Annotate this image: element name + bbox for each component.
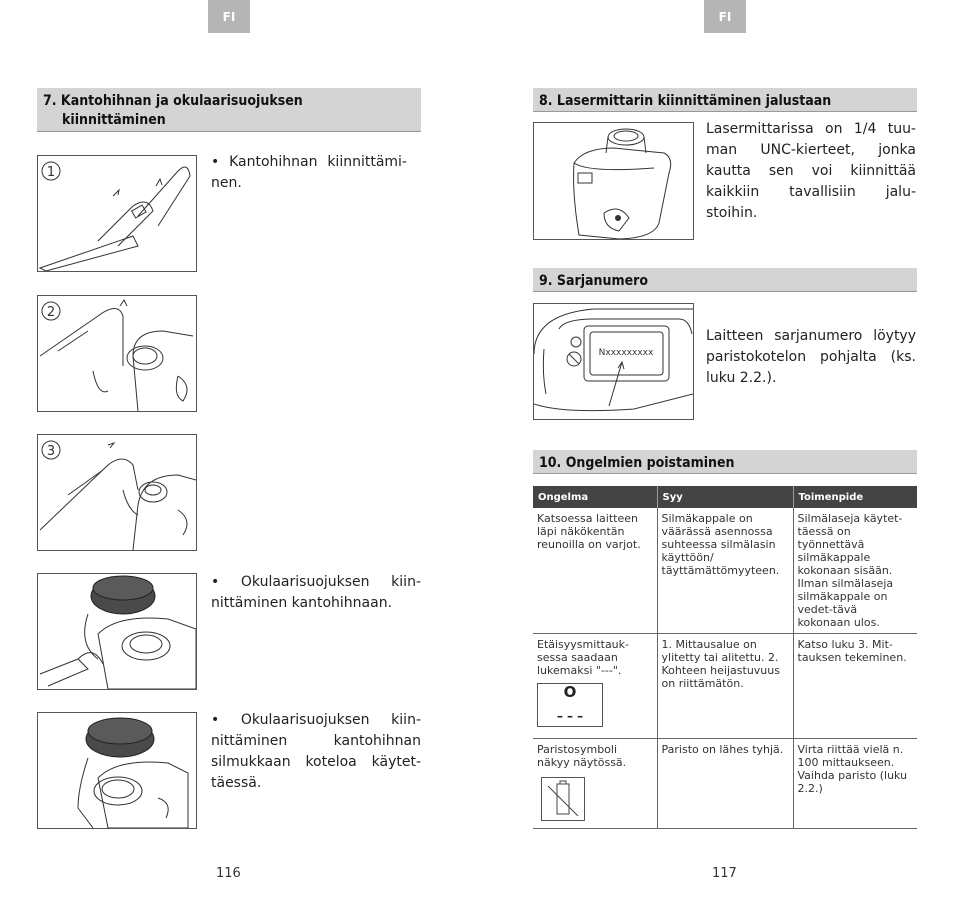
caption-cap-to-strap: • Okulaarisuojuksen kiin-nittäminen kantohihnaan. <box>211 574 421 611</box>
figure-strap-attach-3 <box>37 434 197 551</box>
header-problem: Ongelma <box>533 486 657 508</box>
figure-cap-to-strap-case <box>37 712 197 829</box>
header-action: Toimenpide <box>793 486 917 508</box>
section-7-header <box>37 88 421 132</box>
serial-number-label: Nxxxxxxxxx <box>598 348 654 358</box>
row3-action: Virta riittää vielä n. 100 mittaukseen. Vaihda paristo (luku 2.2.) <box>793 739 917 829</box>
row1-cause: Silmäkappale on väärässä asennossa suhteessa silmälasin käyttöön/ täyttämättömyyteen. <box>657 508 793 634</box>
display-reading-illustration <box>537 683 603 727</box>
figure-number-1: 1 <box>46 165 56 180</box>
section-9-header: 9. Sarjanumero <box>533 268 917 292</box>
section-7-title-line1: 7. Kantohihnan ja okulaarisuojuksen <box>43 93 303 109</box>
figure-strap-attach-2 <box>37 295 197 412</box>
troubleshooting-table <box>533 486 917 829</box>
caption-strap-attach: • Kantohihnan kiinnittämi-nen. <box>211 154 407 191</box>
row2-problem-cell <box>533 634 657 739</box>
row2-action: Katso luku 3. Mit-tauksen tekeminen. <box>793 634 917 739</box>
section-8-header: 8. Lasermittarin kiinnittäminen jalustaan <box>533 88 917 112</box>
language-tab-right: FI <box>704 0 746 33</box>
row3-cause: Paristo on lähes tyhjä. <box>657 739 793 829</box>
table-row <box>533 508 917 634</box>
battery-symbol-box <box>541 777 585 821</box>
page-number-right: 117 <box>712 866 737 881</box>
row2-problem: Etäisyysmittauk-sessa saadaan lukemaksi "---". <box>537 638 629 677</box>
row2-cause: 1. Mittausalue on ylitetty tai alitettu. 2. Kohteen heijastuvuus on riittämätön. <box>657 634 793 739</box>
figure-serial-number <box>533 303 694 420</box>
figure-strap-attach-1 <box>37 155 197 272</box>
section-8-text: Lasermittarissa on 1/4 tuu-man UNC-kierteet, jonka kautta sen voi kiinnittää kaikkiin tavallisiin jalu-stoihin. <box>706 121 916 221</box>
battery-empty-icon <box>542 778 584 820</box>
header-cause: Syy <box>657 486 793 508</box>
table-row <box>533 634 917 739</box>
display-dashes: – – – <box>556 709 584 723</box>
row3-problem-cell <box>533 739 657 829</box>
language-tab-left: FI <box>208 0 250 33</box>
page-number-left: 116 <box>216 866 241 881</box>
section-10-header: 10. Ongelmien poistaminen <box>533 450 917 474</box>
row1-problem: Katsoessa laitteen läpi näkökentän reunoilla on varjot. <box>533 508 657 634</box>
table-header-row <box>533 486 917 508</box>
table-row <box>533 739 917 829</box>
figure-number-2: 2 <box>46 305 56 320</box>
row3-problem: Paristosymboli näkyy näytössä. <box>537 743 627 769</box>
figure-number-3: 3 <box>46 444 56 459</box>
row1-action: Silmälaseja käytet-täessä on työnnettävä silmäkappale kokonaan sisään. Ilman silmälaseja silmäkappale on vedet-tävä kokonaan ulos. <box>793 508 917 634</box>
section-9-text: Laitteen sarjanumero löytyy paristokotelon pohjalta (ks. luku 2.2.). <box>706 328 916 386</box>
section-7-title-line2: kiinnittäminen <box>62 112 166 128</box>
caption-cap-to-strap-case: • Okulaarisuojuksen kiin-nittäminen kantohihnan silmukkaan koteloa käytet-täessä. <box>211 712 421 791</box>
figure-tripod-thread <box>533 122 694 240</box>
display-circle-symbol: O <box>563 683 577 701</box>
figure-cap-to-strap <box>37 573 197 690</box>
